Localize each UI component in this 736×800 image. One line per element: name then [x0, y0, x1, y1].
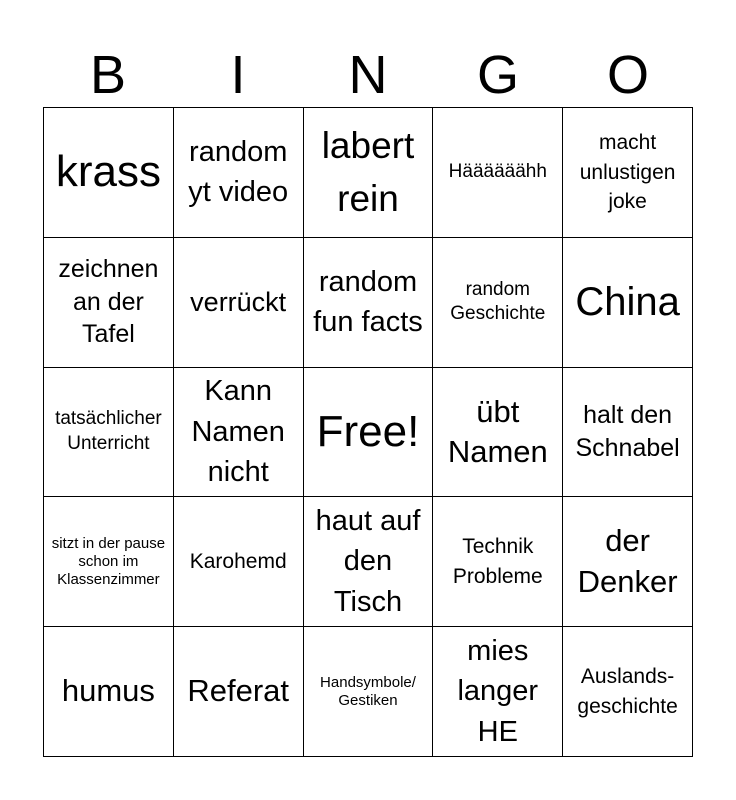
bingo-header: [43, 45, 693, 105]
bingo-cell-r4c2[interactable]: [174, 497, 304, 627]
bingo-cell-r3c2[interactable]: [174, 368, 304, 498]
header-letter-n: N: [348, 45, 388, 105]
cell-text: haut auf den Tisch: [315, 504, 421, 619]
bingo-cell-r3c1[interactable]: [44, 368, 174, 498]
cell-text: Referat: [187, 673, 290, 709]
header-letter-o: O: [606, 45, 649, 105]
cell-text: Karohemd: [189, 550, 287, 574]
cell-text: random fun facts: [313, 265, 423, 339]
cell-text: Handsymbole/ Gestiken: [320, 673, 416, 709]
bingo-cell-r2c3[interactable]: [304, 238, 434, 368]
cell-text: random Geschichte: [450, 278, 546, 325]
cell-text: humus: [61, 673, 155, 709]
bingo-cell-r1c5[interactable]: [563, 108, 693, 238]
cell-text: krass: [55, 147, 161, 197]
cell-text: China: [575, 280, 680, 325]
bingo-cell-r1c2[interactable]: [174, 108, 304, 238]
cell-text: mies langer HE: [457, 634, 539, 748]
bingo-cell-r4c3[interactable]: [304, 497, 434, 627]
bingo-cell-r5c1[interactable]: [44, 627, 174, 757]
header-letter-b: B: [89, 45, 127, 105]
bingo-board: [43, 107, 693, 757]
bingo-cell-r1c4[interactable]: [433, 108, 563, 238]
bingo-cell-r5c3[interactable]: [304, 627, 434, 757]
cell-text: halt den Schnabel: [575, 401, 680, 462]
cell-text: Auslands- geschichte: [577, 665, 678, 718]
cell-text: tatsächlicher Unterricht: [55, 408, 162, 454]
bingo-cell-r4c1[interactable]: [44, 497, 174, 627]
cell-text: random yt video: [188, 135, 289, 209]
bingo-cell-r4c4[interactable]: [433, 497, 563, 627]
cell-text: Häääääähh: [448, 161, 547, 183]
bingo-cell-r3c3-free[interactable]: [304, 368, 434, 498]
bingo-cell-r1c1[interactable]: [44, 108, 174, 238]
bingo-cell-r5c4[interactable]: [433, 627, 563, 757]
cell-text: macht unlustigen joke: [579, 131, 676, 214]
cell-text: Kann Namen nicht: [191, 375, 285, 489]
cell-text: der Denker: [577, 523, 678, 599]
bingo-cell-r2c1[interactable]: [44, 238, 174, 368]
bingo-cell-r3c5[interactable]: [563, 368, 693, 498]
bingo-cell-r2c4[interactable]: [433, 238, 563, 368]
cell-text: sitzt in der pause schon im Klassenzimmer: [51, 534, 166, 588]
cell-text: zeichnen an der Tafel: [58, 255, 159, 349]
cell-text: Free!: [316, 406, 420, 456]
bingo-cell-r4c5[interactable]: [563, 497, 693, 627]
bingo-cell-r5c5[interactable]: [563, 627, 693, 757]
header-letter-g: G: [476, 45, 519, 105]
cell-text: verrückt: [190, 286, 287, 317]
header-letter-i: I: [230, 45, 246, 105]
bingo-cell-r2c2[interactable]: [174, 238, 304, 368]
bingo-cell-r3c4[interactable]: [433, 368, 563, 498]
bingo-cell-r1c3[interactable]: [304, 108, 434, 238]
cell-text: übt Namen: [447, 393, 548, 469]
cell-text: Technik Probleme: [452, 535, 543, 588]
bingo-cell-r5c2[interactable]: [174, 627, 304, 757]
cell-text: labert rein: [321, 124, 415, 220]
bingo-cell-r2c5[interactable]: [563, 238, 693, 368]
